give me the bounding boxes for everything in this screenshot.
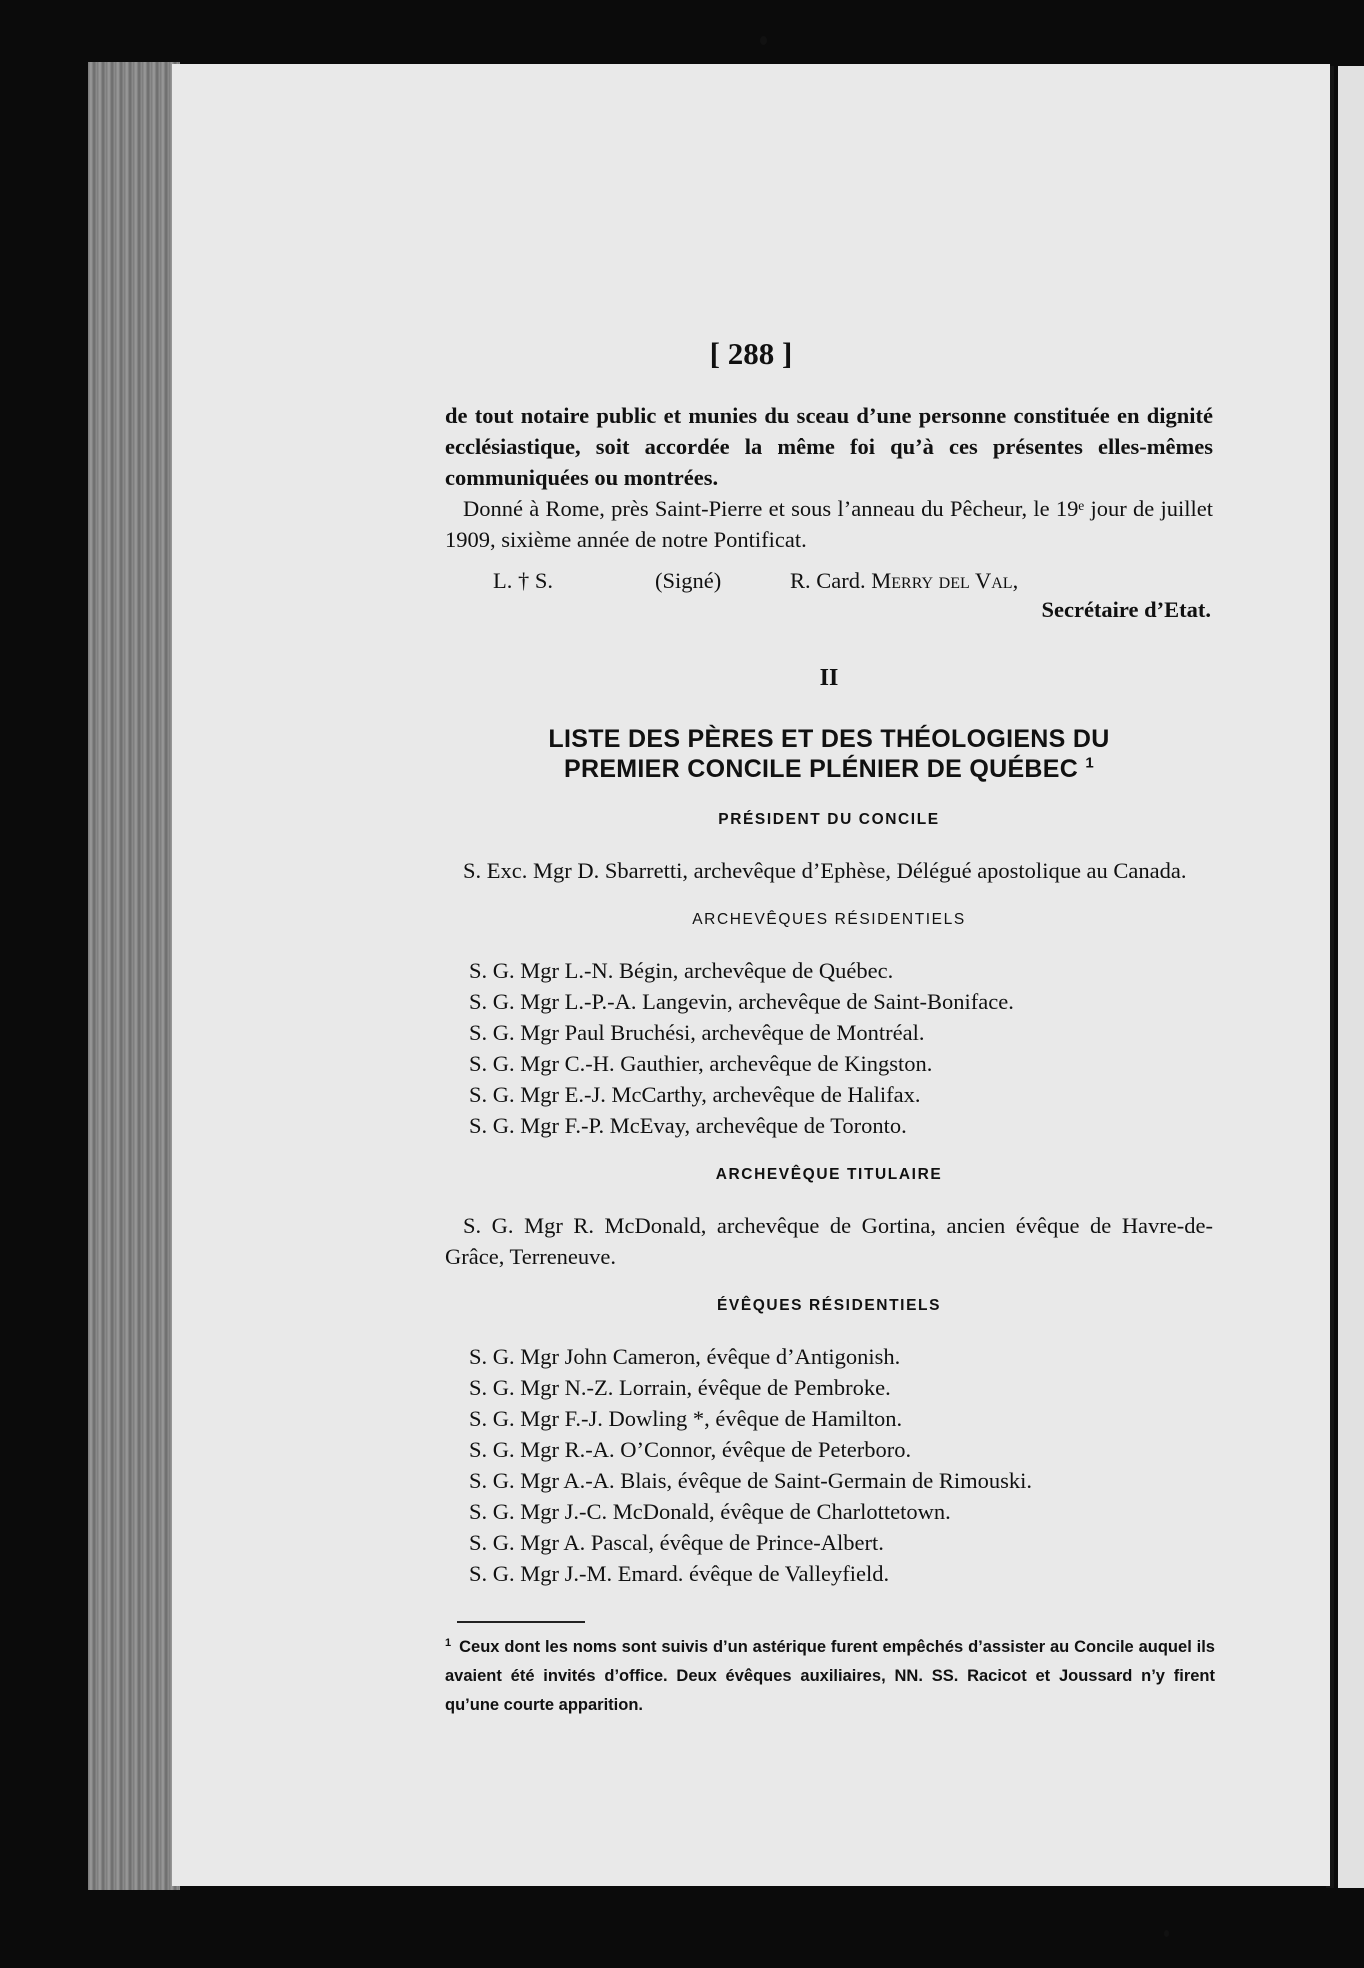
footnote-divider	[457, 1621, 585, 1623]
footnote	[445, 1633, 1215, 1720]
list-item: S. G. Mgr J.-M. Emard. évêque de Valleyfield.	[469, 1561, 890, 1586]
scan-binding-edge	[88, 62, 180, 1890]
president-heading: PRÉSIDENT DU CONCILE	[718, 811, 940, 828]
document-page	[172, 64, 1330, 1886]
list-item: S. G. Mgr John Cameron, évêque d’Antigonish.	[469, 1344, 901, 1369]
list-item: S. G. Mgr L.-P.-A. Langevin, archevêque de Saint-Boniface.	[469, 989, 1014, 1014]
page-number: [ 288 ]	[709, 336, 793, 371]
archeveque-titulaire-heading: ARCHEVÊQUE TITULAIRE	[715, 1166, 943, 1183]
list-item: S. G. Mgr L.-N. Bégin, archevêque de Québec.	[469, 958, 894, 983]
scan-speck	[1164, 1930, 1169, 1937]
list-item: S. G. Mgr F.-J. Dowling *, évêque de Hamilton.	[469, 1406, 903, 1431]
list-item: S. G. Mgr N.-Z. Lorrain, évêque de Pembroke.	[469, 1375, 891, 1400]
list-item: S. G. Mgr J.-C. McDonald, évêque de Charlottetown.	[469, 1499, 951, 1524]
list-item: S. G. Mgr A. Pascal, évêque de Prince-Albert.	[469, 1530, 884, 1555]
list-item: S. G. Mgr E.-J. McCarthy, archevêque de Halifax.	[469, 1082, 921, 1107]
list-heading-line-1: LISTE DES PÈRES ET DES THÉOLOGIENS DU	[548, 725, 1110, 753]
footnote-reference: 1	[1085, 754, 1095, 772]
footnote-text: Ceux dont les noms sont suivis d’un astérique furent empêchés d’assister au Concile auquel ils avaient été invités d’office. Deux évêques auxiliaires, NN. SS. Racicot et Joussard n’y firent qu’une courte apparition.	[445, 1638, 1215, 1714]
intro-paragraph-1: de tout notaire public et munies du sceau d’une personne constituée en dignité ecclésiastique, soit accordée la même foi qu’à ces présentes elles-mêmes communiquées ou montrées.	[445, 403, 1213, 490]
list-heading-line-2: PREMIER CONCILE PLÉNIER DE QUÉBEC	[563, 755, 1079, 783]
scan-speck	[760, 36, 767, 45]
adjacent-page-edge	[1338, 66, 1364, 1888]
archeveques-residentiels-heading: ARCHEVÊQUES RÉSIDENTIELS	[692, 911, 966, 928]
list-heading	[445, 724, 1213, 784]
list-item: S. G. Mgr R.-A. O’Connor, évêque de Peterboro.	[469, 1437, 912, 1462]
list-item: S. G. Mgr A.-A. Blais, évêque de Saint-Germain de Rimouski.	[469, 1468, 1033, 1493]
signatory-surname: Merry del Val,	[871, 568, 1019, 593]
signatory-name	[790, 565, 1213, 596]
signatory-prefix: R. Card.	[790, 568, 872, 593]
list-item: S. G. Mgr C.-H. Gauthier, archevêque de Kingston.	[469, 1051, 933, 1076]
eveques-residentiels-heading: ÉVÊQUES RÉSIDENTIELS	[716, 1297, 942, 1314]
signatory-title: Secrétaire d’Etat.	[1041, 597, 1211, 622]
list-item: S. G. Mgr Paul Bruchési, archevêque de Montréal.	[469, 1020, 925, 1045]
president-entry: S. Exc. Mgr D. Sbarretti, archevêque d’Ephèse, Délégué apostolique au Canada.	[463, 858, 1187, 883]
signature-block	[445, 565, 1213, 596]
section-number: II	[819, 665, 839, 691]
seal-mark: L. † S.	[493, 568, 554, 593]
page-content	[445, 400, 1213, 1720]
footnote-mark: 1	[445, 1636, 452, 1649]
eveques-residentiels-list	[445, 1341, 1213, 1589]
list-item: S. G. Mgr F.-P. McEvay, archevêque de Toronto.	[469, 1113, 907, 1138]
signed-label: (Signé)	[655, 568, 722, 593]
archeveque-titulaire-entry: S. G. Mgr R. McDonald, archevêque de Gortina, ancien évêque de Havre-de-Grâce, Terreneuve.	[445, 1213, 1213, 1269]
archeveques-residentiels-list	[445, 955, 1213, 1141]
intro-paragraph-2: Donné à Rome, près Saint-Pierre et sous l’anneau du Pêcheur, le 19ᵉ jour de juillet 1909, sixième année de notre Pontificat.	[445, 496, 1213, 552]
